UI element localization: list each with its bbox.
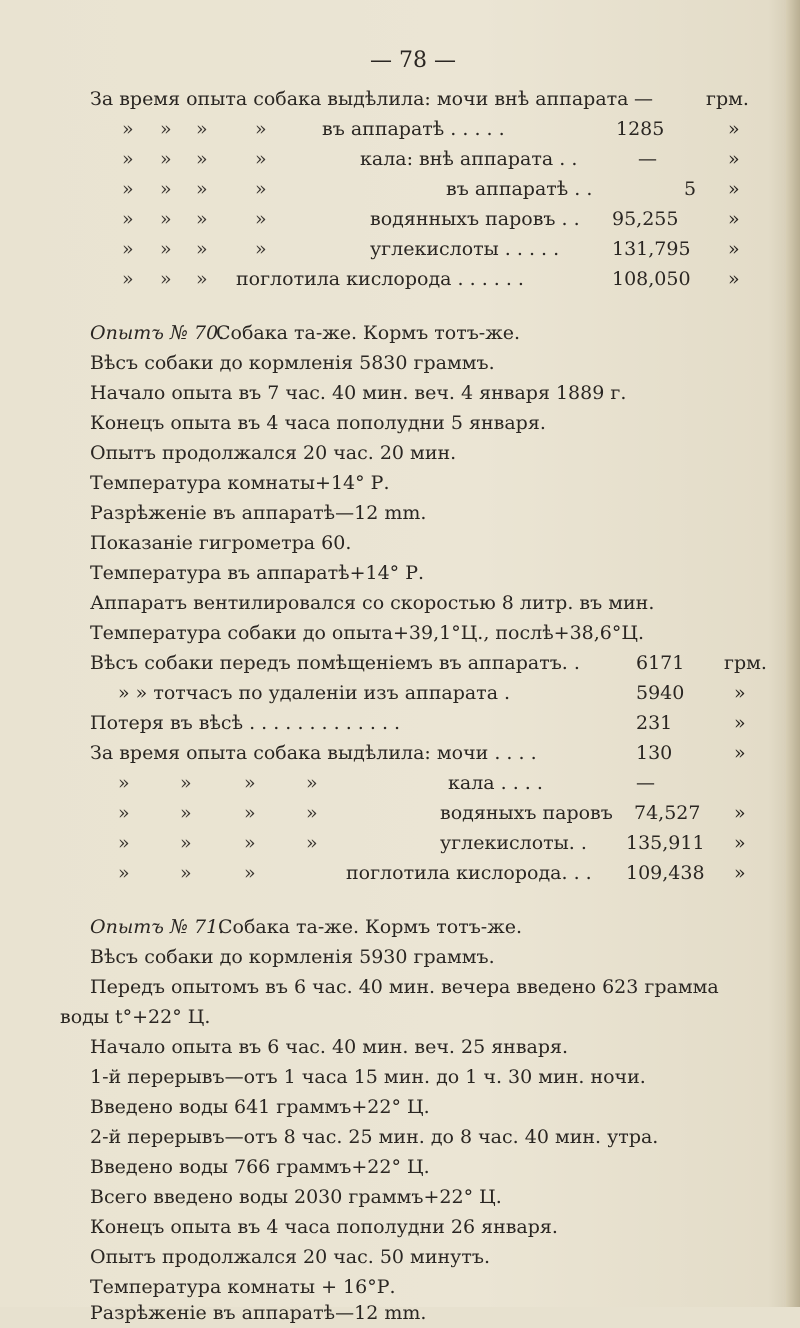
ditto-mark: » bbox=[255, 118, 267, 140]
ditto-mark: » bbox=[196, 148, 208, 170]
row-label: Потеря въ вѣсѣ . . . . . . . . . . . . . bbox=[90, 712, 401, 734]
exp70-line bbox=[0, 348, 800, 378]
row-value: 231 bbox=[636, 712, 673, 734]
text-line: Начало опыта въ 6 час. 40 мин. веч. 25 января. bbox=[90, 1036, 569, 1058]
row-label: углекислоты. . bbox=[440, 832, 587, 854]
row-value: 1285 bbox=[616, 118, 665, 140]
ditto-mark: » bbox=[122, 148, 134, 170]
ditto-mark: » bbox=[255, 148, 267, 170]
exp70-line bbox=[0, 468, 800, 498]
exp71-line bbox=[0, 1122, 800, 1152]
exp71-title-rest: Собака та-же. Кормъ тотъ-же. bbox=[218, 916, 522, 938]
text-line: 2-й перерывъ—отъ 8 час. 25 мин. до 8 час. 40 мин. утра. bbox=[90, 1126, 659, 1148]
exp70-table-row bbox=[0, 858, 800, 888]
row-label: кала: внѣ аппарата . . bbox=[360, 148, 578, 170]
block1-row-4 bbox=[0, 174, 800, 204]
row-value: 131,795 bbox=[612, 238, 691, 260]
row-label: кала . . . . bbox=[448, 772, 543, 794]
row-unit: » bbox=[728, 268, 740, 290]
row-label: За время опыта собака выдѣлила: мочи внѣ аппарата bbox=[90, 88, 629, 110]
row-label: поглотила кислорода. . . bbox=[346, 862, 592, 884]
exp70-line bbox=[0, 378, 800, 408]
row-value: 95,255 bbox=[612, 208, 679, 230]
ditto-mark: » bbox=[160, 118, 172, 140]
ditto-mark: » bbox=[196, 178, 208, 200]
exp70-line bbox=[0, 408, 800, 438]
ditto-mark: » bbox=[180, 802, 192, 824]
exp70-title-line bbox=[0, 318, 800, 348]
exp70-table-row bbox=[0, 828, 800, 858]
exp71-line bbox=[0, 1062, 800, 1092]
exp71-line bbox=[0, 972, 800, 1002]
row-label: водяныхъ паровъ bbox=[440, 802, 613, 824]
row-value: 108,050 bbox=[612, 268, 691, 290]
exp70-line bbox=[0, 558, 800, 588]
row-value: 74,527 bbox=[634, 802, 701, 824]
exp71-title: Опытъ № 71. bbox=[90, 916, 225, 938]
exp70-table-row bbox=[0, 648, 800, 678]
exp70-title-rest: Собака та-же. Кормъ тотъ-же. bbox=[216, 322, 520, 344]
text-line: Опытъ продолжался 20 час. 50 минутъ. bbox=[90, 1246, 490, 1268]
ditto-mark: » bbox=[244, 772, 256, 794]
text-line: Вѣсъ собаки до кормленія 5930 граммъ. bbox=[90, 946, 495, 968]
ditto-mark: » bbox=[160, 178, 172, 200]
row-unit: » bbox=[734, 832, 746, 854]
exp70-table-row bbox=[0, 708, 800, 738]
text-line: Температура комнаты+14° Р. bbox=[90, 472, 390, 494]
exp70-title: Опытъ № 70. bbox=[90, 322, 225, 344]
text-line: Разрѣженіе въ аппаратѣ—12 mm. bbox=[90, 1302, 427, 1324]
exp71-line bbox=[0, 1092, 800, 1122]
exp71-line bbox=[0, 942, 800, 972]
exp70-line bbox=[0, 588, 800, 618]
ditto-mark: » bbox=[180, 772, 192, 794]
exp71-line bbox=[0, 1152, 800, 1182]
ditto-mark: » bbox=[122, 118, 134, 140]
exp70-table-row bbox=[0, 678, 800, 708]
exp70-table-row bbox=[0, 738, 800, 768]
text-line: Конецъ опыта въ 4 часа пополудни 26 января. bbox=[90, 1216, 558, 1238]
row-value: 130 bbox=[636, 742, 673, 764]
ditto-mark: » bbox=[118, 772, 130, 794]
exp71-line-partial bbox=[0, 1298, 800, 1328]
page-number: — 78 — bbox=[370, 48, 456, 73]
ditto-mark: » bbox=[122, 268, 134, 290]
ditto-mark: » bbox=[306, 832, 318, 854]
row-label: въ аппаратѣ . . bbox=[446, 178, 593, 200]
row-value: 109,438 bbox=[626, 862, 705, 884]
row-label: въ аппаратѣ . . . . . bbox=[322, 118, 505, 140]
text-line: 1-й перерывъ—отъ 1 часа 15 мин. до 1 ч. 30 мин. ночи. bbox=[90, 1066, 646, 1088]
row-unit: » bbox=[734, 802, 746, 824]
exp70-table-row bbox=[0, 798, 800, 828]
ditto-mark: » bbox=[196, 208, 208, 230]
exp70-line bbox=[0, 498, 800, 528]
ditto-mark: » bbox=[306, 772, 318, 794]
block1-row-5 bbox=[0, 204, 800, 234]
ditto-mark: » bbox=[122, 208, 134, 230]
text-line: Начало опыта въ 7 час. 40 мин. веч. 4 января 1889 г. bbox=[90, 382, 627, 404]
row-unit: » bbox=[728, 238, 740, 260]
row-label: поглотила кислорода . . . . . . bbox=[236, 268, 524, 290]
row-label: За время опыта собака выдѣлила: мочи . . . . bbox=[90, 742, 537, 764]
ditto-mark: » bbox=[244, 802, 256, 824]
row-unit: » bbox=[734, 682, 746, 704]
text-line: Температура въ аппаратѣ+14° Р. bbox=[90, 562, 425, 584]
block1-row-3 bbox=[0, 144, 800, 174]
row-label: углекислоты . . . . . bbox=[370, 238, 560, 260]
ditto-mark: » bbox=[160, 268, 172, 290]
text-line: Вѣсъ собаки до кормленія 5830 граммъ. bbox=[90, 352, 495, 374]
ditto-mark: » bbox=[306, 802, 318, 824]
row-value: — bbox=[636, 772, 655, 794]
exp70-line bbox=[0, 528, 800, 558]
ditto-mark: » bbox=[196, 238, 208, 260]
row-unit: грм. bbox=[724, 652, 767, 674]
exp71-line bbox=[0, 1212, 800, 1242]
ditto-mark: » bbox=[122, 238, 134, 260]
ditto-mark: » bbox=[160, 238, 172, 260]
text-line: Показаніе гигрометра 60. bbox=[90, 532, 352, 554]
row-label: » » тотчасъ по удаленіи изъ аппарата . bbox=[118, 682, 511, 704]
row-unit: » bbox=[734, 742, 746, 764]
row-unit: » bbox=[728, 148, 740, 170]
row-unit: » bbox=[728, 118, 740, 140]
row-value: 5940 bbox=[636, 682, 685, 704]
text-line: Всего введено воды 2030 граммъ+22° Ц. bbox=[90, 1186, 502, 1208]
block1-row-2 bbox=[0, 114, 800, 144]
row-value: 6171 bbox=[636, 652, 685, 674]
block1-row-6 bbox=[0, 234, 800, 264]
row-label: водянныхъ паровъ . . bbox=[370, 208, 580, 230]
row-unit: » bbox=[728, 178, 740, 200]
ditto-mark: » bbox=[255, 178, 267, 200]
text-line: Конецъ опыта въ 4 часа пополудни 5 января. bbox=[90, 412, 546, 434]
text-line: Введено воды 766 граммъ+22° Ц. bbox=[90, 1156, 430, 1178]
exp71-line bbox=[0, 1242, 800, 1272]
exp71-line bbox=[0, 1002, 800, 1032]
ditto-mark: » bbox=[244, 862, 256, 884]
ditto-mark: » bbox=[122, 178, 134, 200]
text-line: Разрѣженіе въ аппаратѣ—12 mm. bbox=[90, 502, 427, 524]
row-value: 135,911 bbox=[626, 832, 705, 854]
row-value: — bbox=[638, 148, 657, 170]
text-line: Передъ опытомъ въ 6 час. 40 мин. вечера введено 623 грамма bbox=[90, 976, 719, 998]
page-number-line bbox=[0, 46, 800, 76]
row-value: 5 bbox=[684, 178, 697, 200]
ditto-mark: » bbox=[244, 832, 256, 854]
ditto-mark: » bbox=[180, 862, 192, 884]
text-line: воды t°+22° Ц. bbox=[60, 1006, 211, 1028]
ditto-mark: » bbox=[118, 802, 130, 824]
text-line: Аппаратъ вентилировался со скоростью 8 литр. въ мин. bbox=[90, 592, 655, 614]
ditto-mark: » bbox=[180, 832, 192, 854]
row-unit: грм. bbox=[706, 88, 749, 110]
block1-row-1 bbox=[0, 84, 800, 114]
row-value: — bbox=[634, 88, 653, 110]
exp70-line bbox=[0, 618, 800, 648]
ditto-mark: » bbox=[160, 148, 172, 170]
text-line: Температура комнаты + 16°Р. bbox=[90, 1276, 396, 1298]
exp71-title-line bbox=[0, 912, 800, 942]
ditto-mark: » bbox=[255, 238, 267, 260]
exp70-table-row bbox=[0, 768, 800, 798]
exp70-line bbox=[0, 438, 800, 468]
text-line: Введено воды 641 граммъ+22° Ц. bbox=[90, 1096, 430, 1118]
text-line: Температура собаки до опыта+39,1°Ц., послѣ+38,6°Ц. bbox=[90, 622, 644, 644]
ditto-mark: » bbox=[196, 268, 208, 290]
text-line: Опытъ продолжался 20 час. 20 мин. bbox=[90, 442, 457, 464]
block1-row-7 bbox=[0, 264, 800, 294]
exp71-line bbox=[0, 1032, 800, 1062]
row-unit: » bbox=[734, 862, 746, 884]
ditto-mark: » bbox=[255, 208, 267, 230]
row-unit: » bbox=[728, 208, 740, 230]
ditto-mark: » bbox=[118, 832, 130, 854]
ditto-mark: » bbox=[196, 118, 208, 140]
ditto-mark: » bbox=[118, 862, 130, 884]
exp71-line bbox=[0, 1182, 800, 1212]
row-label: Вѣсъ собаки передъ помѣщеніемъ въ аппаратъ. . bbox=[90, 652, 580, 674]
row-unit: » bbox=[734, 712, 746, 734]
ditto-mark: » bbox=[160, 208, 172, 230]
